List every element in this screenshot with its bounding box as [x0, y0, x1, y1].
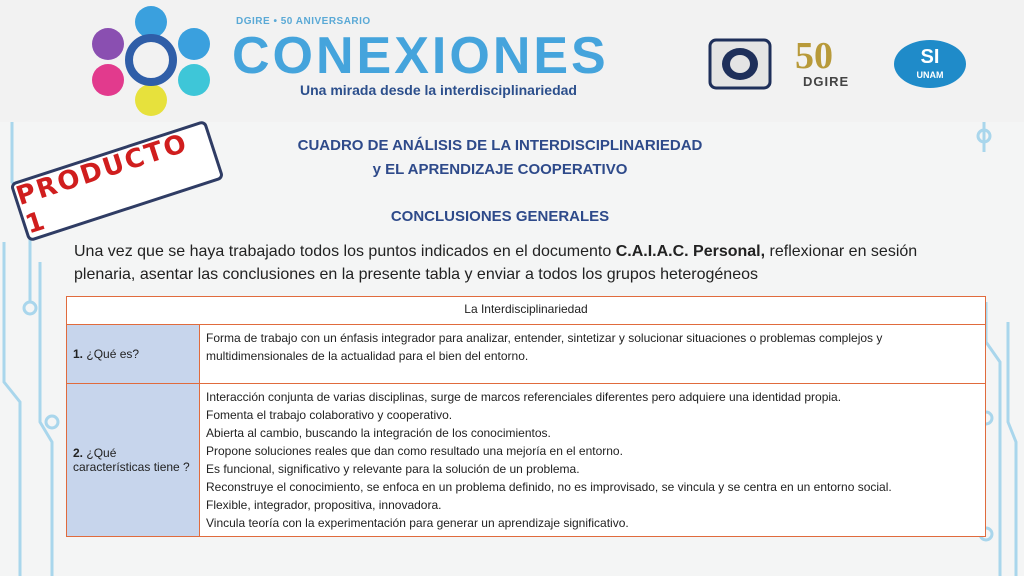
unam-label: UNAM [916, 70, 944, 80]
question-cell [67, 325, 200, 384]
answer-line: Reconstruye el conocimiento, se enfoca en un problema definido, no es improvisado, se vincula y se centra en un entorno social. [206, 480, 892, 494]
conexiones-logo-icon [86, 4, 216, 116]
question-number: 1. [73, 347, 84, 361]
unam-seal-icon [708, 38, 772, 90]
answer-line: Es funcional, significativo y relevante para la solución de un problema. [206, 462, 580, 476]
si-unam-logo [894, 40, 966, 88]
answer-line: Interacción conjunta de varias disciplinas, surge de marcos referenciales diferentes pero adquiere una identidad propia. [206, 390, 842, 404]
intro-text-part2: reflexionar en sesión plenaria, asentar las conclusiones en la presente tabla y enviar a todos los grupos heterogéneos [74, 243, 918, 283]
dgire-label: DGIRE [803, 74, 850, 89]
dgire-50-logo [795, 36, 881, 92]
intro-paragraph [74, 240, 980, 286]
brand-subtitle: Una mirada desde la interdisciplinariedad [300, 82, 577, 98]
question-text: ¿Qué es? [86, 347, 140, 361]
main-heading-line1: CUADRO DE ANÁLISIS DE LA INTERDISCIPLINARIEDAD [297, 137, 703, 154]
answer-cell [200, 384, 986, 537]
table-row [67, 325, 986, 384]
answer-line: Flexible, integrador, propositiva, innovadora. [206, 498, 442, 512]
answer-line: Vincula teoría con la experimentación para generar un aprendizaje significativo. [206, 516, 629, 530]
answer-cell [200, 325, 986, 384]
intro-document-name: C.A.I.A.C. Personal, [615, 243, 766, 260]
table-row [67, 384, 986, 537]
analysis-table [66, 296, 986, 537]
intro-text-part1: Una vez que se haya trabajado todos los puntos indicados en el documento [74, 243, 616, 260]
question-cell [67, 384, 200, 537]
conclusions-heading: CONCLUSIONES GENERALES [390, 208, 610, 225]
si-label: SI [920, 46, 940, 68]
table-header: La Interdisciplinariedad [67, 297, 986, 325]
answer-line: Fomenta el trabajo colaborativo y cooperativo. [206, 408, 453, 422]
answer-line: Forma de trabajo con un énfasis integrador para analizar, entender, sintetizar y solucionar situaciones o problemas complejos y multidimensionales de la actualidad para el bien del entorno. [206, 331, 883, 363]
main-heading-line2: y EL APRENDIZAJE COOPERATIVO [372, 161, 628, 178]
table-header-row [67, 297, 986, 325]
question-text: ¿Qué características tiene ? [73, 446, 190, 474]
brand-title: CONEXIONES [232, 27, 609, 85]
anniversary-kicker: DGIRE • 50 ANIVERSARIO [236, 16, 371, 27]
dgire-number: 50 [795, 35, 833, 77]
stamp-label: PRODUCTO 1 [12, 128, 192, 241]
answer-line: Abierta al cambio, buscando la integración de los conocimientos. [206, 426, 551, 440]
header-banner [0, 0, 1024, 122]
answer-line: Propone soluciones reales que dan como resultado una mejoría en el entorno. [206, 444, 623, 458]
question-number: 2. [73, 446, 84, 460]
